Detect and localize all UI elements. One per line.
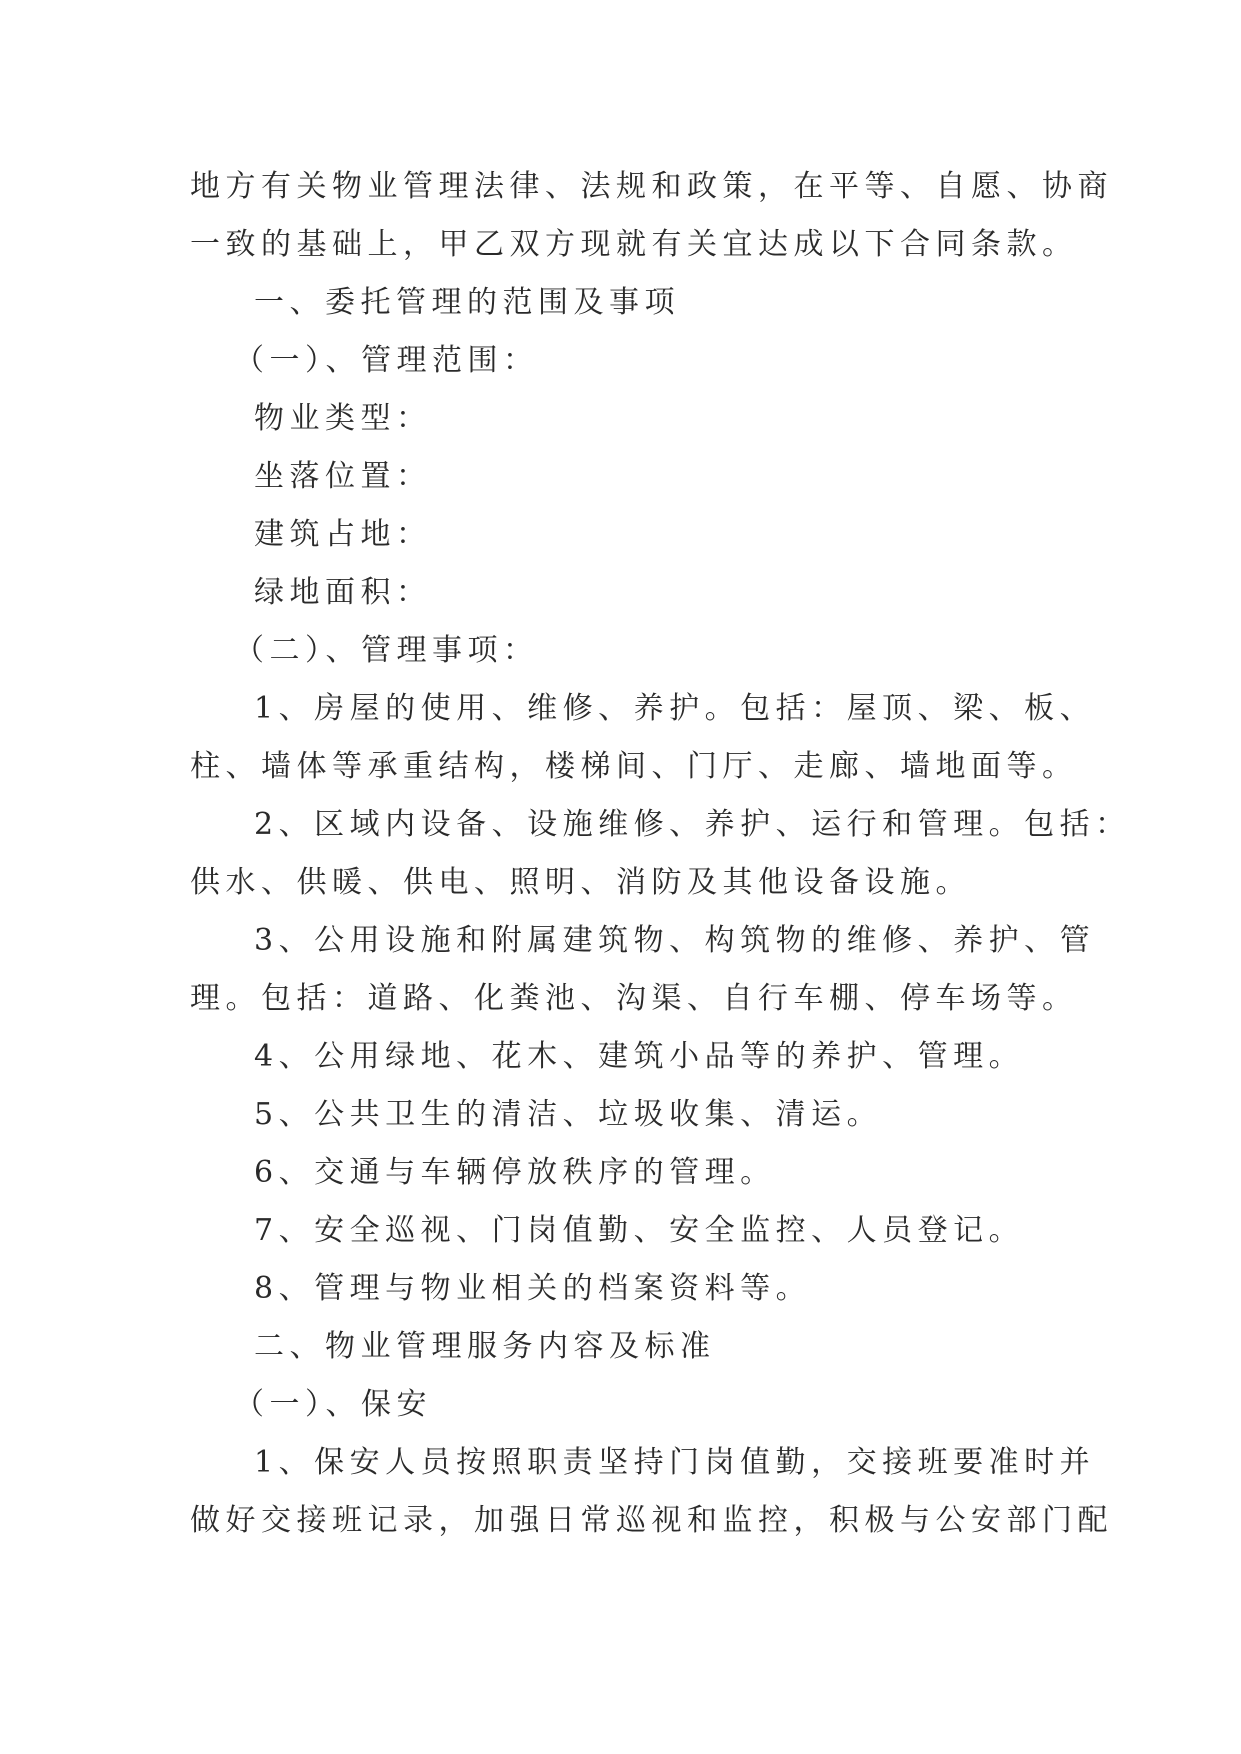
field-label: 绿地面积： [254, 575, 432, 610]
list-item-continuation: 柱、墙体等承重结构，楼梯间、门厅、走廊、墙地面等。 [190, 749, 1078, 784]
list-item: 2、区域内设备、设施维修、养护、运行和管理。包括： [254, 807, 1131, 842]
subsection-heading: （一）、管理范围： [234, 343, 539, 378]
list-item: 1、保安人员按照职责坚持门岗值勤，交接班要准时并 [254, 1445, 1096, 1480]
subsection-heading: （一）、保安 [234, 1387, 432, 1422]
list-item-continuation: 做好交接班记录，加强日常巡视和监控，积极与公安部门配 [190, 1503, 1113, 1538]
list-item-continuation: 供水、供暖、供电、照明、消防及其他设备设施。 [190, 865, 971, 900]
text-line: 一致的基础上，甲乙双方现就有关宜达成以下合同条款。 [190, 227, 1078, 262]
text-line: 地方有关物业管理法律、法规和政策，在平等、自愿、协商 [190, 169, 1113, 204]
section-heading: 二、物业管理服务内容及标准 [254, 1329, 716, 1364]
list-item: 1、房屋的使用、维修、养护。包括：屋顶、梁、板、 [254, 691, 1096, 726]
field-label: 建筑占地： [254, 517, 432, 552]
list-item: 5、公共卫生的清洁、垃圾收集、清运。 [254, 1097, 883, 1132]
list-item: 7、安全巡视、门岗值勤、安全监控、人员登记。 [254, 1213, 1025, 1248]
list-item-continuation: 理。包括：道路、化粪池、沟渠、自行车棚、停车场等。 [190, 981, 1078, 1016]
list-item: 6、交通与车辆停放秩序的管理。 [254, 1155, 776, 1190]
subsection-heading: （二）、管理事项： [234, 633, 539, 668]
section-heading: 一、委托管理的范围及事项 [254, 285, 680, 320]
document-body [190, 158, 1131, 1550]
field-label: 物业类型： [254, 401, 432, 436]
list-item: 8、管理与物业相关的档案资料等。 [254, 1271, 812, 1306]
field-label: 坐落位置： [254, 459, 432, 494]
list-item: 4、公用绿地、花木、建筑小品等的养护、管理。 [254, 1039, 1025, 1074]
list-item: 3、公用设施和附属建筑物、构筑物的维修、养护、管 [254, 923, 1096, 958]
